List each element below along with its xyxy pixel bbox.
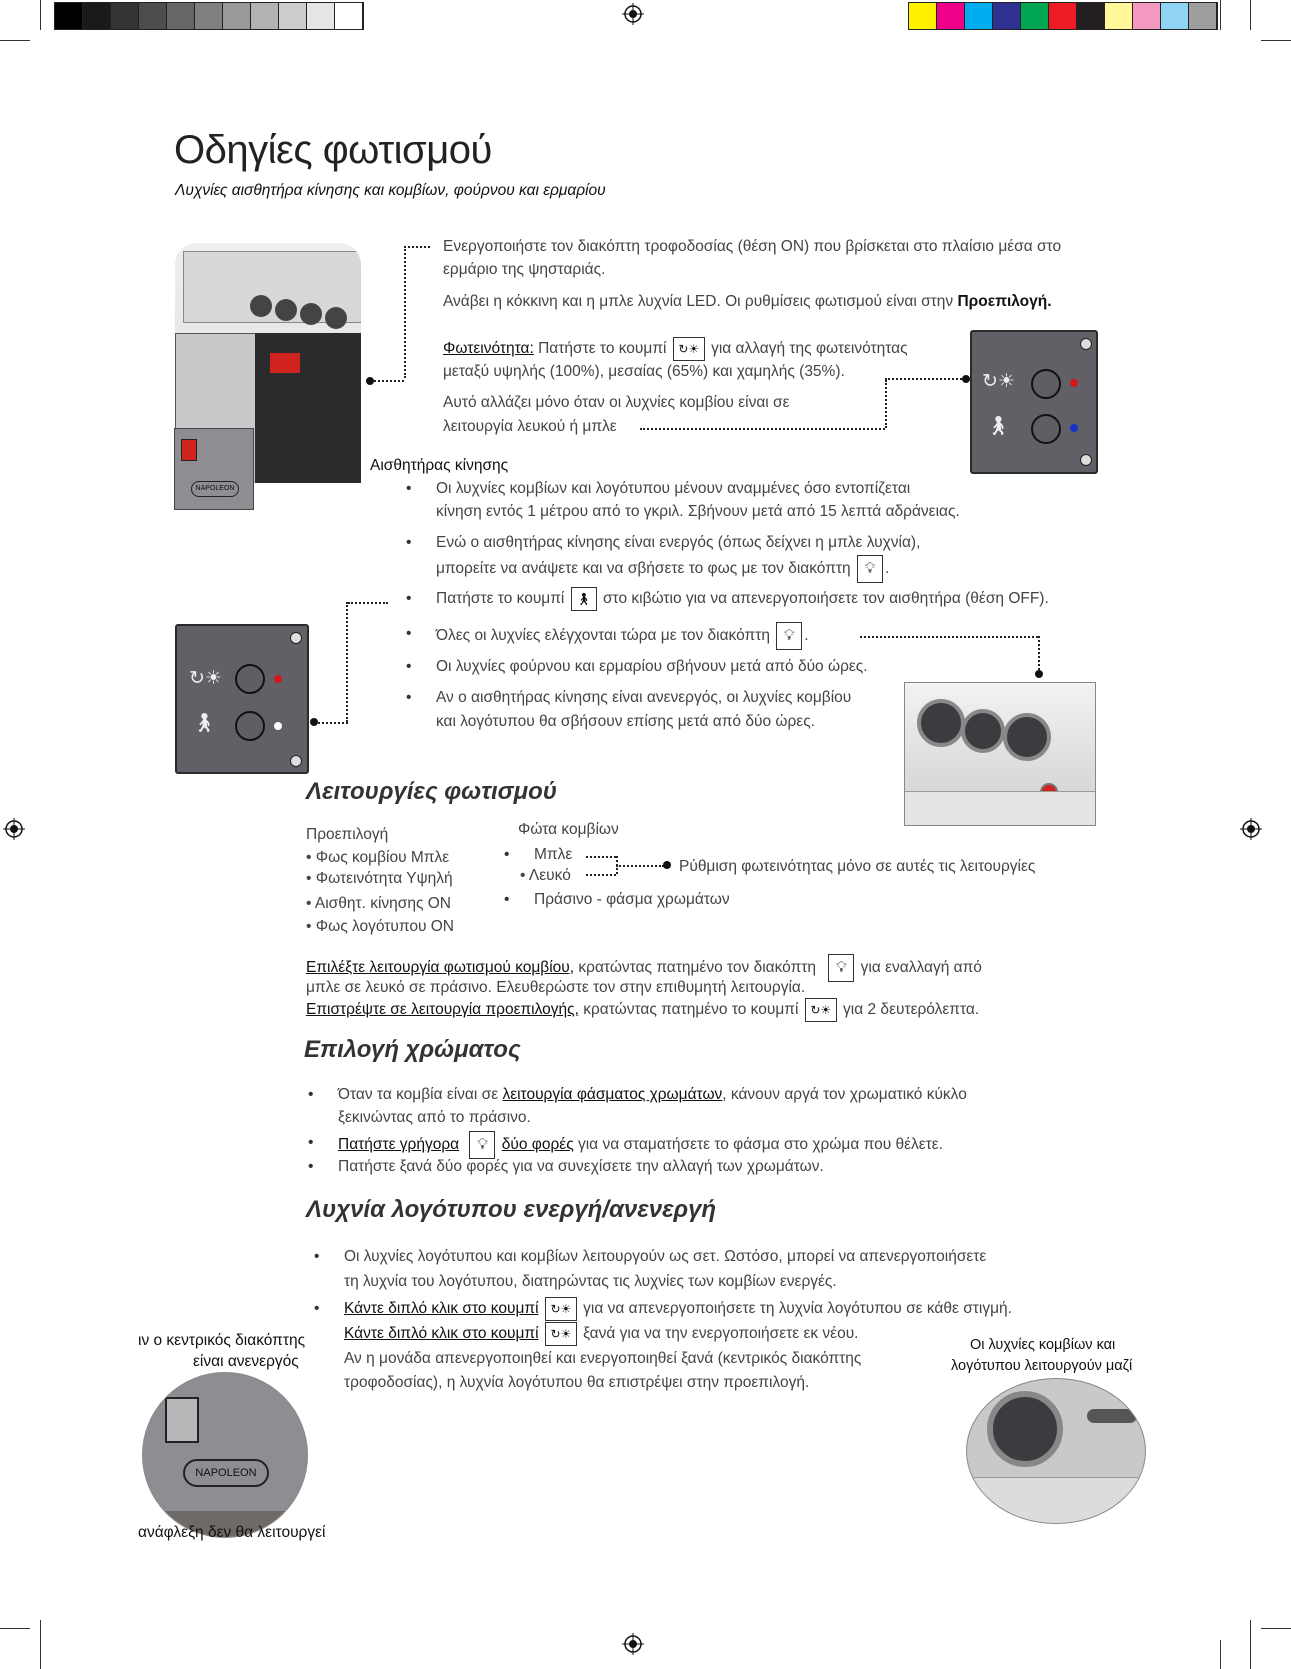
refresh-sun-icon: ↻☀: [545, 1297, 577, 1321]
red-led: [274, 675, 282, 683]
white-led: [274, 722, 282, 730]
logo-bullet-1a: • Οι λυχνίες λογότυπου και κομβίων λειτουργούν ως σετ. Ωστόσο, μπορεί να απενεργοποιήσετε: [344, 1245, 986, 1268]
walking-person-signal-icon: 🚶︎: [192, 713, 217, 734]
note-line-a: Αυτό αλλάζει μόνο όταν οι λυχνίες κομβίου είναι σε: [443, 394, 790, 411]
default-list-item: • Φωτεινότητα Υψηλή: [306, 870, 453, 887]
calibration-swatch: [279, 3, 307, 29]
refresh-sun-icon: ↻☀: [673, 337, 705, 361]
select-mode-line-c: μπλε σε λευκό σε πράσινο. Ελευθερώστε τον στην επιθυμητή λειτουργία.: [306, 979, 806, 996]
switch-caption-bottom: ανάφλεξη δεν θα λειτουργεί: [138, 1524, 326, 1541]
color-calibration-bar: [908, 2, 1218, 30]
default-title: Προεπιλογή: [306, 826, 389, 843]
default-list-item: • Φως λογότυπου ON: [306, 918, 454, 935]
logo-line-4b: τροφοδοσίας), η λυχνία λογότυπου θα επιστρέψει στην προεπιλογή.: [344, 1374, 810, 1391]
calibration-swatch: [1077, 3, 1105, 29]
default-list-item: • Φως κομβίου Μπλε: [306, 849, 450, 866]
calibration-swatch: [1021, 3, 1049, 29]
knob-control-illustration: [904, 682, 1096, 826]
intro-line2: Ανάβει η κόκκινη και η μπλε λυχνία LED. Οι ρυθμίσεις φωτισμού είναι στην Προεπιλογή.: [443, 293, 1052, 310]
switch-caption-b: είναι ανενεργός: [193, 1353, 299, 1370]
brightness-levels: μεταξύ υψηλής (100%), μεσαίας (65%) και χαμηλής (35%).: [443, 363, 845, 380]
color-select-heading: Επιλογή χρώματος: [304, 1036, 521, 1063]
page-subtitle: Λυχνίες αισθητήρα κίνησης και κομβίων, φούρνου και ερμαρίου: [175, 182, 606, 199]
calibration-swatch: [223, 3, 251, 29]
control-panel-default: [970, 330, 1098, 474]
calibration-swatch: [139, 3, 167, 29]
motion-sensor-button[interactable]: [235, 711, 265, 741]
calibration-swatch: [335, 3, 363, 29]
calibration-swatch: [965, 3, 993, 29]
return-default-line: Επιστρέψτε σε λειτουργία προεπιλογής, κρατώντας πατημένο το κουμπί ↻☀ για 2 δευτερόλεπτα.: [306, 998, 979, 1022]
refresh-sun-icon: ↻☀: [189, 668, 222, 689]
logo-line-3: Κάντε διπλό κλικ στο κουμπί ↻☀ ξανά για να την ενεργοποιήσετε εκ νέου.: [344, 1322, 858, 1346]
color-bullet-2: • Πατήστε γρήγορα 💡︎ δύο φορές για να σταματήσετε το φάσμα στο χρώμα που θέλετε.: [338, 1131, 943, 1159]
together-caption-b: λογότυπου λειτουργούν μαζί: [951, 1358, 1133, 1374]
logo-bullet-1b: τη λυχνία του λογότυπου, διατηρώντας τις λυχνίες των κομβίων ενεργές.: [344, 1273, 837, 1290]
motion-bullet-2b: μπορείτε να ανάψετε και να σβήσετε το φως με τον διακόπτη 💡︎ .: [436, 555, 889, 583]
intro-line1b: ερμάριο της ψησταριάς.: [443, 261, 606, 278]
calibration-swatch: [167, 3, 195, 29]
blue-led: [1070, 424, 1078, 432]
crosshair-target-icon: [1240, 818, 1262, 840]
brand-logo: NAPOLEON: [191, 481, 239, 497]
color-bullet-1c: ξεκινώντας από το πράσινο.: [338, 1109, 531, 1126]
crosshair-target-icon: [622, 1633, 644, 1655]
light-bulb-icon: 💡︎: [776, 622, 802, 650]
calibration-swatch: [1133, 3, 1161, 29]
motion-bullet-5: • Οι λυχνίες φούρνου και ερμαρίου σβήνουν μετά από δύο ώρες.: [436, 655, 868, 678]
switch-caption-a: ιν ο κεντρικός διακόπτης: [138, 1332, 306, 1349]
motion-heading: Αισθητήρας κίνησης: [370, 457, 509, 474]
calibration-swatch: [909, 3, 937, 29]
motion-bullet-1b: κίνηση εντός 1 μέτρου από το γκριλ. Σβήνουν μετά από 15 λεπτά αδράνειας.: [436, 503, 960, 520]
calibration-swatch: [111, 3, 139, 29]
brand-logo: NAPOLEON: [183, 1459, 269, 1487]
calibration-swatch: [1105, 3, 1133, 29]
select-mode-line: Επιλέξτε λειτουργία φωτισμού κομβίου, κρατώντας πατημένο τον διακόπτη 💡︎ για εναλλαγή από: [306, 954, 982, 982]
refresh-sun-icon: ↻☀: [545, 1322, 577, 1346]
refresh-sun-icon: ↻☀: [805, 998, 837, 1022]
calibration-swatch: [1161, 3, 1189, 29]
calibration-swatch: [251, 3, 279, 29]
intro-line1a: Ενεργοποιήστε τον διακόπτη τροφοδοσίας (θέση ON) που βρίσκεται στο πλαίσιο μέσα στο: [443, 238, 1062, 255]
default-link: Προεπιλογή.: [957, 293, 1052, 310]
calibration-swatch: [307, 3, 335, 29]
light-bulb-icon: 💡︎: [857, 555, 883, 583]
red-led: [1070, 379, 1078, 387]
walking-person-signal-icon: 🚶︎: [986, 416, 1011, 437]
control-panel-motion-off: [175, 624, 309, 774]
default-list-item: • Αισθητ. κίνησης ON: [306, 895, 451, 912]
motion-bullet-6a: • Αν ο αισθητήρας κίνησης είναι ανενεργός, οι λυχνίες κομβίου: [436, 686, 851, 709]
light-bulb-icon: 💡︎: [469, 1131, 495, 1159]
color-bullet-1: • Όταν τα κομβία είναι σε λειτουργία φάσματος χρωμάτων, κάνουν αργά τον χρωματικό κύκλο: [338, 1083, 967, 1106]
light-bulb-icon: 💡︎: [828, 954, 854, 982]
motion-bullet-4: • Όλες οι λυχνίες ελέγχονται τώρα με τον διακόπτη 💡︎ .: [436, 622, 809, 650]
calibration-swatch: [1189, 3, 1217, 29]
mode-button[interactable]: [235, 664, 265, 694]
calibration-swatch: [1049, 3, 1077, 29]
walking-person-signal-icon: 🚶︎: [571, 587, 597, 611]
mode-button[interactable]: [1031, 369, 1061, 399]
calibration-swatch: [195, 3, 223, 29]
functions-heading: Λειτουργίες φωτισμού: [306, 778, 557, 805]
motion-bullet-3: • Πατήστε το κουμπί 🚶︎ στο κιβώτιο για να απενεργοποιήσετε τον αισθητήρα (θέση OFF).: [436, 587, 1049, 611]
note-line-b: λειτουργία λευκού ή μπλε: [443, 418, 617, 435]
motion-bullet-6b: και λογότυπου θα σβήσουν επίσης μετά από δύο ώρες.: [436, 713, 815, 730]
calibration-swatch: [83, 3, 111, 29]
calibration-swatch: [937, 3, 965, 29]
logo-line-4a: Αν η μονάδα απενεργοποιηθεί και ενεργοποιηθεί ξανά (κεντρικός διακόπτης: [344, 1350, 862, 1367]
power-box-illustration: [174, 428, 254, 510]
knob-item-green: • Πράσινο - φάσμα χρωμάτων: [534, 888, 730, 911]
motion-bullet-2a: • Ενώ ο αισθητήρας κίνησης είναι ενεργός (όπως δείχνει η μπλε λυχνία),: [436, 531, 920, 554]
logo-bullet-2: • Κάντε διπλό κλικ στο κουμπί ↻☀ για να απενεργοποιήσετε τη λυχνία λογότυπου σε κάθε στιγμή.: [344, 1297, 1012, 1321]
page-title: Οδηγίες φωτισμού: [174, 128, 492, 172]
knob-item-white: • Λευκό: [520, 867, 571, 884]
gray-calibration-bar: [54, 2, 364, 30]
knob-item-blue: • Μπλε: [534, 843, 572, 866]
brightness-line: Φωτεινότητα: Πατήστε το κουμπί ↻☀ για αλλαγή της φωτεινότητας: [443, 337, 908, 361]
knob-logo-illustration: [966, 1378, 1146, 1524]
brightness-note: Ρύθμιση φωτεινότητας μόνο σε αυτές τις λειτουργίες: [679, 858, 1036, 875]
motion-sensor-button[interactable]: [1031, 414, 1061, 444]
power-switch-illustration: [142, 1372, 308, 1538]
refresh-sun-icon: ↻☀: [982, 371, 1015, 392]
together-caption-a: Οι λυχνίες κομβίων και: [970, 1337, 1116, 1353]
calibration-swatch: [993, 3, 1021, 29]
calibration-swatch: [55, 3, 83, 29]
motion-bullet-1a: • Οι λυχνίες κομβίων και λογότυπου μένουν αναμμένες όσο εντοπίζεται: [436, 477, 910, 500]
crosshair-target-icon: [622, 3, 644, 25]
logo-light-heading: Λυχνία λογότυπου ενεργή/ανενεργή: [306, 1196, 717, 1223]
crosshair-target-icon: [3, 818, 25, 840]
color-bullet-3: • Πατήστε ξανά δύο φορές για να συνεχίσετε την αλλαγή των χρωμάτων.: [338, 1155, 824, 1178]
knob-lights-title: Φώτα κομβίων: [518, 821, 619, 838]
